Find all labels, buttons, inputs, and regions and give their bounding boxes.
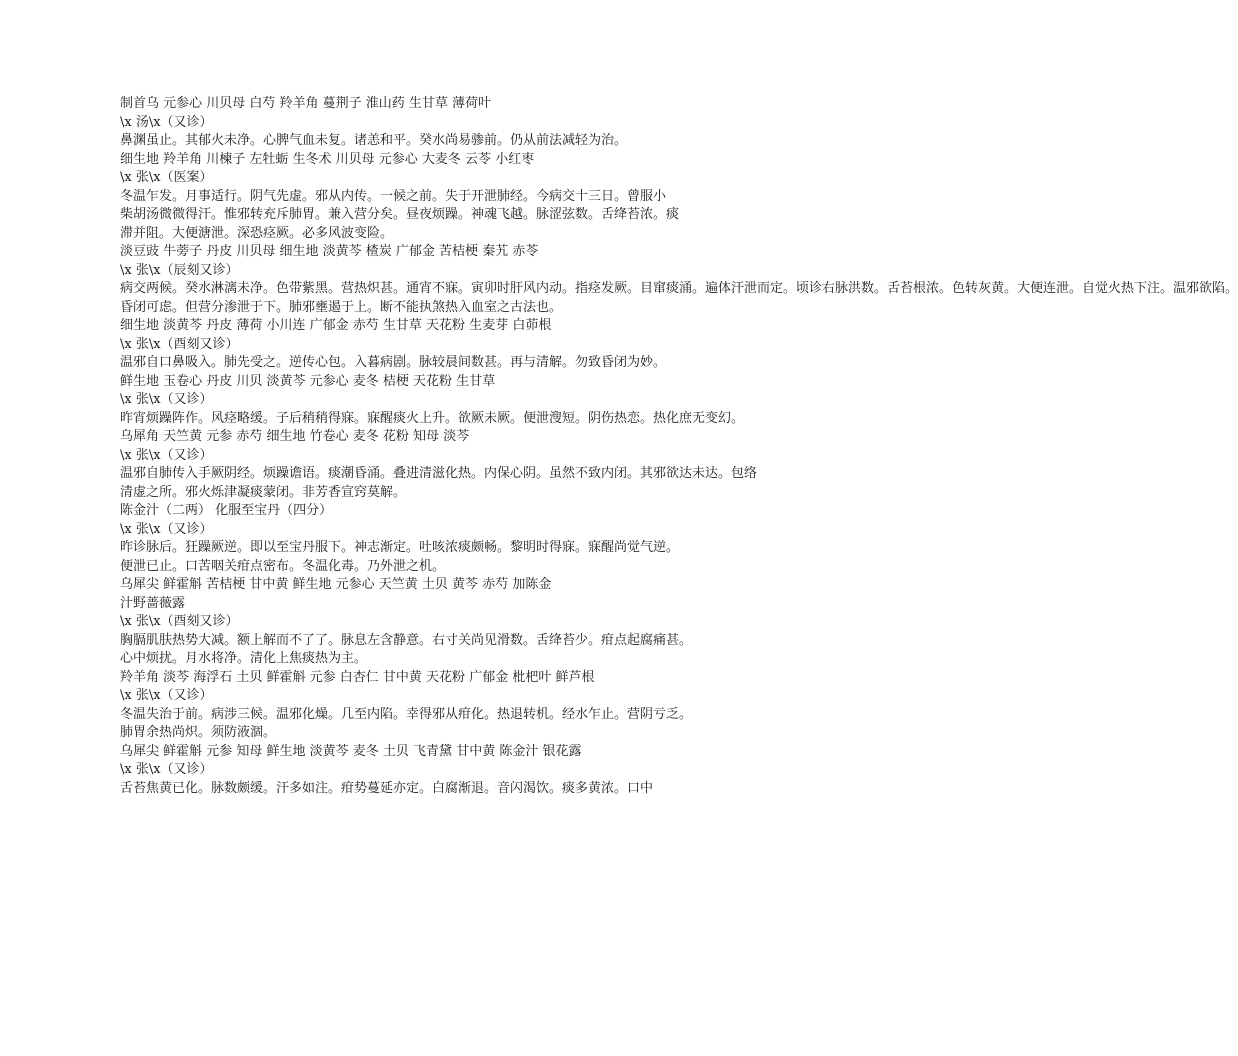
text-line: \x 张\x（酉刻又诊） bbox=[120, 336, 239, 352]
text-line: 柴胡汤微微得汗。惟邪转充斥肺胃。兼入营分矣。昼夜烦躁。神魂飞越。脉涩弦数。舌绛苔浓。痰 bbox=[120, 207, 680, 222]
text-line: 病交两候。癸水淋漓未净。色带紫黑。营热炽甚。通宵不寐。寅卯时肝风内动。指痉发厥。目窜痰涌。遍体汗泄而定。顷诊右脉洪数。舌苔根浓。色转灰黄。大便连泄。自觉火热下注。温邪欲陷。 bbox=[120, 281, 1238, 296]
text-line: 心中烦扰。月水将净。清化上焦痰热为主。 bbox=[120, 651, 368, 666]
text-line: \x 张\x（又诊） bbox=[120, 688, 213, 703]
text-line: 肺胃余热尚炽。须防液涸。 bbox=[120, 725, 277, 740]
text-line: 冬温失治于前。病涉三候。温邪化燥。几至内陷。幸得邪从疳化。热退转机。经水乍止。营阴亏乏。 bbox=[120, 706, 693, 722]
text-line: 胸膈肌肤热势大减。额上解而不了了。脉息左含静意。右寸关尚见滑数。舌绛苔少。疳点起腐痛甚。 bbox=[120, 632, 693, 648]
text-line: 昏闭可虑。但营分渗泄于下。肺邪壅遏于上。断不能执煞热入血室之古法也。 bbox=[120, 299, 563, 315]
text-line: 冬温乍发。月事适行。阴气先虚。邪从内传。一候之前。失于开泄肺经。今病交十三日。曾服小 bbox=[120, 188, 667, 204]
text-line: 陈金汁（二两） 化服至宝丹（四分） bbox=[120, 503, 333, 518]
text-line: \x 张\x（酉刻又诊） bbox=[120, 614, 239, 629]
text-line: 细生地 羚羊角 川楝子 左牡蛎 生冬术 川贝母 元参心 大麦冬 云苓 小红枣 bbox=[120, 151, 535, 167]
text-line: 昨宵烦躁阵作。风痉略缓。子后稍稍得寐。寐醒痰火上升。欲厥未厥。便泄溲短。阴伤热恋。热化庶无变幻。 bbox=[120, 410, 745, 426]
text-line: 乌犀角 天竺黄 元参 赤芍 细生地 竹卷心 麦冬 花粉 知母 淡芩 bbox=[120, 429, 470, 444]
text-line: 汁野蔷薇露 bbox=[120, 595, 186, 611]
text-line: 温邪自肺传入手厥阴经。烦躁谵语。痰潮昏涌。叠进清滋化热。内保心阴。虽然不致内闭。其邪欲达未达。包络 bbox=[120, 466, 758, 481]
text-line: 鲜生地 玉卷心 丹皮 川贝 淡黄芩 元参心 麦冬 桔梗 天花粉 生甘草 bbox=[120, 373, 496, 389]
text-line: \x 张\x（辰刻又诊） bbox=[120, 262, 239, 278]
text-line: 制首乌 元参心 川贝母 白芍 羚羊角 蔓荆子 淮山药 生甘草 薄荷叶 bbox=[120, 96, 492, 111]
text-line: \x 张\x（医案） bbox=[120, 170, 213, 185]
text-line: \x 张\x（又诊） bbox=[120, 392, 213, 407]
text-line: 舌苔焦黄已化。脉数颇缓。汗多如注。疳势蔓延亦定。白腐渐退。音闪渴饮。痰多黄浓。口中 bbox=[120, 780, 654, 796]
text-line: \x 汤\x（又诊） bbox=[120, 114, 213, 130]
text-line: 细生地 淡黄芩 丹皮 薄荷 小川连 广郁金 赤芍 生甘草 天花粉 生麦芽 白茆根 bbox=[120, 318, 552, 333]
text-line: 鼻渊虽止。其郁火未净。心脾气血未复。诸恙和平。癸水尚易骖前。仍从前法减轻为治。 bbox=[120, 133, 628, 148]
text-line: 滞并阻。大便溏泄。深恐痉厥。必多风波变险。 bbox=[120, 225, 394, 241]
text-line: 淡豆豉 牛蒡子 丹皮 川贝母 细生地 淡黄芩 楂炭 广郁金 苦桔梗 秦艽 赤苓 bbox=[120, 244, 539, 259]
text-line: 清虚之所。邪火烁津凝痰蒙闭。非芳香宣窍莫解。 bbox=[120, 484, 407, 500]
text-line: 温邪自口鼻吸入。肺先受之。逆传心包。入暮病剧。脉较晨间数甚。再与清解。勿致昏闭为妙。 bbox=[120, 355, 667, 370]
text-line: \x 张\x（又诊） bbox=[120, 762, 213, 777]
text-line: \x 张\x（又诊） bbox=[120, 447, 213, 463]
text-line: \x 张\x（又诊） bbox=[120, 521, 213, 537]
text-line: 乌犀尖 鲜霍斛 苦桔梗 甘中黄 鲜生地 元参心 天竺黄 土贝 黄芩 赤芍 加陈金 bbox=[120, 577, 552, 592]
text-line: 昨诊脉后。狂躁厥逆。即以至宝丹服下。神志渐定。吐咳浓痰颇畅。黎明时得寐。寐醒尚觉气逆。 bbox=[120, 540, 680, 555]
text-line: 便泄已止。口苦咽关疳点密布。冬温化毒。乃外泄之机。 bbox=[120, 558, 446, 574]
text-line: 乌犀尖 鲜霍斛 元参 知母 鲜生地 淡黄芩 麦冬 土贝 飞青黛 甘中黄 陈金汁 银花露 bbox=[120, 743, 582, 759]
document-page bbox=[120, 95, 1238, 798]
text-line: 羚羊角 淡芩 海浮石 土贝 鲜霍斛 元参 白杏仁 甘中黄 天花粉 广郁金 枇杷叶 鲜芦根 bbox=[120, 669, 595, 685]
